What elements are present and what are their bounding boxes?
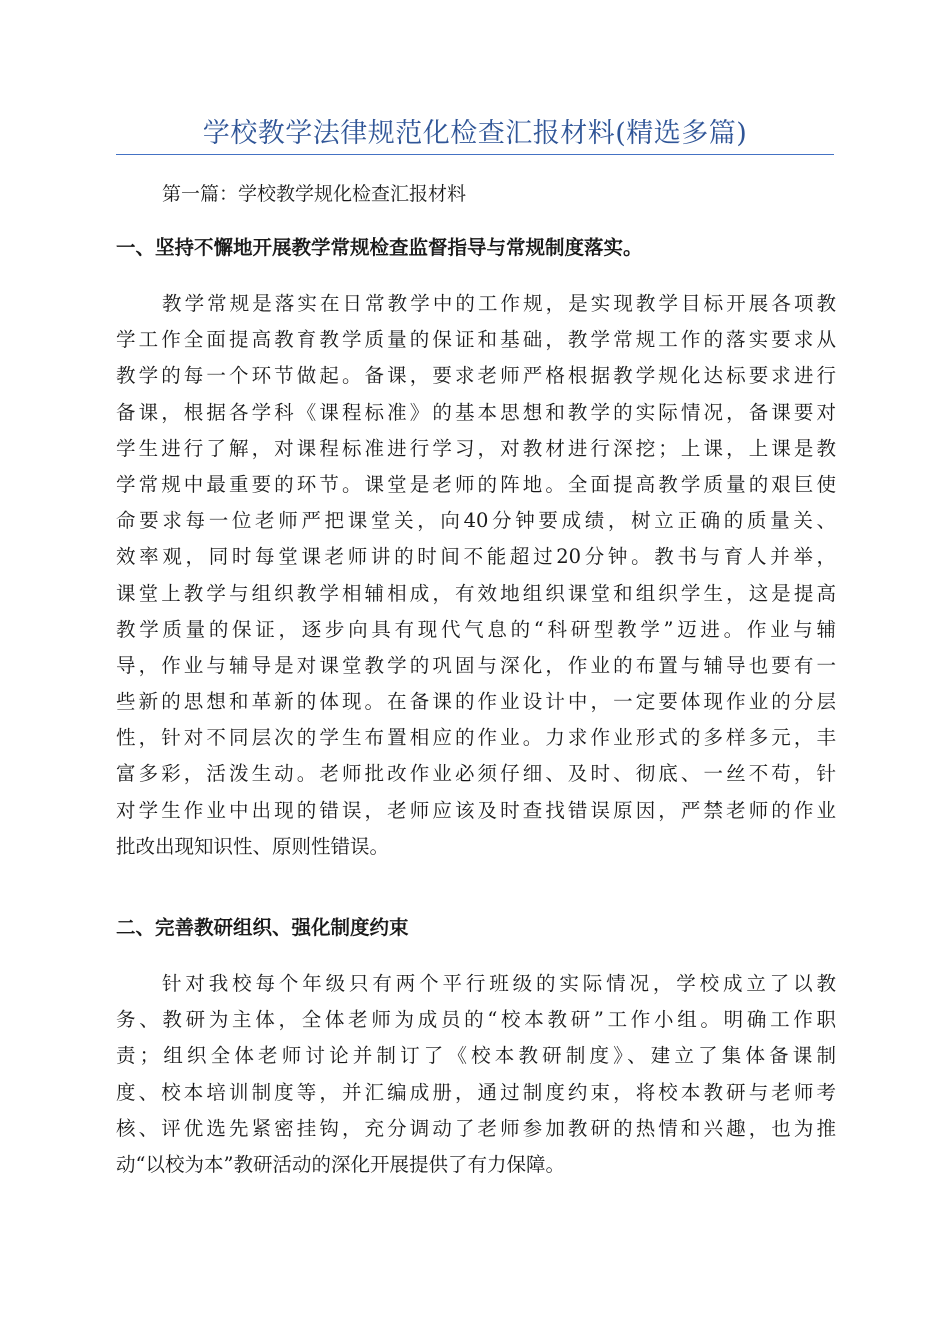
paragraph-line: 富多彩，活泼生动。老师批改作业必须仔细、及时、彻底、一丝不苟，针 — [116, 762, 836, 786]
paragraph-line: 核、评优选先紧密挂钩，充分调动了老师参加教研的热情和兴趣，也为推 — [116, 1116, 836, 1140]
paragraph-line: 备课，根据各学科《课程标准》的基本思想和教学的实际情况，备课要对 — [116, 400, 836, 424]
paragraph-line: 务、教研为主体，全体老师为成员的“校本教研”工作小组。明确工作职 — [116, 1008, 836, 1032]
paragraph-line: 对学生作业中出现的错误，老师应该及时查找错误原因，严禁老师的作业 — [116, 798, 836, 822]
section-paragraph-2 — [116, 966, 836, 1183]
paragraph-line: 导，作业与辅导是对课堂教学的巩固与深化，作业的布置与辅导也要有一 — [116, 653, 836, 677]
paragraph-line: 教学常规是落实在日常教学中的工作规，是实现教学目标开展各项教 — [162, 292, 836, 315]
paragraph-line: 针对我校每个年级只有两个平行班级的实际情况，学校成立了以教 — [162, 972, 836, 995]
paragraph-line: 命要求每一位老师严把课堂关，向40分钟要成绩，树立正确的质量关、 — [116, 509, 836, 533]
paragraph-line: 性，针对不同层次的学生布置相应的作业。力求作业形式的多样多元，丰 — [116, 726, 836, 750]
paragraph-line: 些新的思想和革新的体现。在备课的作业设计中，一定要体现作业的分层 — [116, 690, 836, 714]
paragraph-line: 学常规中最重要的环节。课堂是老师的阵地。全面提高教学质量的艰巨使 — [116, 472, 836, 496]
paragraph-line: 度、校本培训制度等，并汇编成册，通过制度约束，将校本教研与老师考 — [116, 1080, 836, 1104]
paragraph-line: 课堂上教学与组织教学相辅相成，有效地组织课堂和组织学生，这是提高 — [116, 581, 836, 605]
paragraph-line: 批改出现知识性、原则性错误。 — [116, 834, 390, 858]
section-heading-1: 一、坚持不懈地开展教学常规检查监督指导与常规制度落实。 — [116, 236, 643, 259]
title-underline — [116, 154, 834, 155]
paragraph-line: 动“以校为本”教研活动的深化开展提供了有力保障。 — [116, 1152, 565, 1176]
paragraph-line: 教学质量的保证，逐步向具有现代气息的“科研型教学”迈进。作业与辅 — [116, 617, 836, 641]
article-subtitle: 第一篇：学校教学规化检查汇报材料 — [162, 183, 467, 205]
paragraph-line: 学生进行了解，对课程标准进行学习，对教材进行深挖；上课，上课是教 — [116, 436, 836, 460]
section-heading-2: 二、完善教研组织、强化制度约束 — [116, 916, 409, 939]
paragraph-line: 学工作全面提高教育教学质量的保证和基础，教学常规工作的落实要求从 — [116, 328, 836, 352]
paragraph-line: 责；组织全体老师讨论并制订了《校本教研制度》、建立了集体备课制 — [116, 1044, 836, 1068]
document-title: 学校教学法律规范化检查汇报材料(精选多篇) — [202, 118, 748, 149]
section-paragraph-1 — [116, 286, 836, 865]
paragraph-line: 效率观，同时每堂课老师讲的时间不能超过20分钟。教书与育人并举， — [116, 545, 836, 569]
paragraph-line: 教学的每一个环节做起。备课，要求老师严格根据教学规化达标要求进行 — [116, 364, 836, 388]
